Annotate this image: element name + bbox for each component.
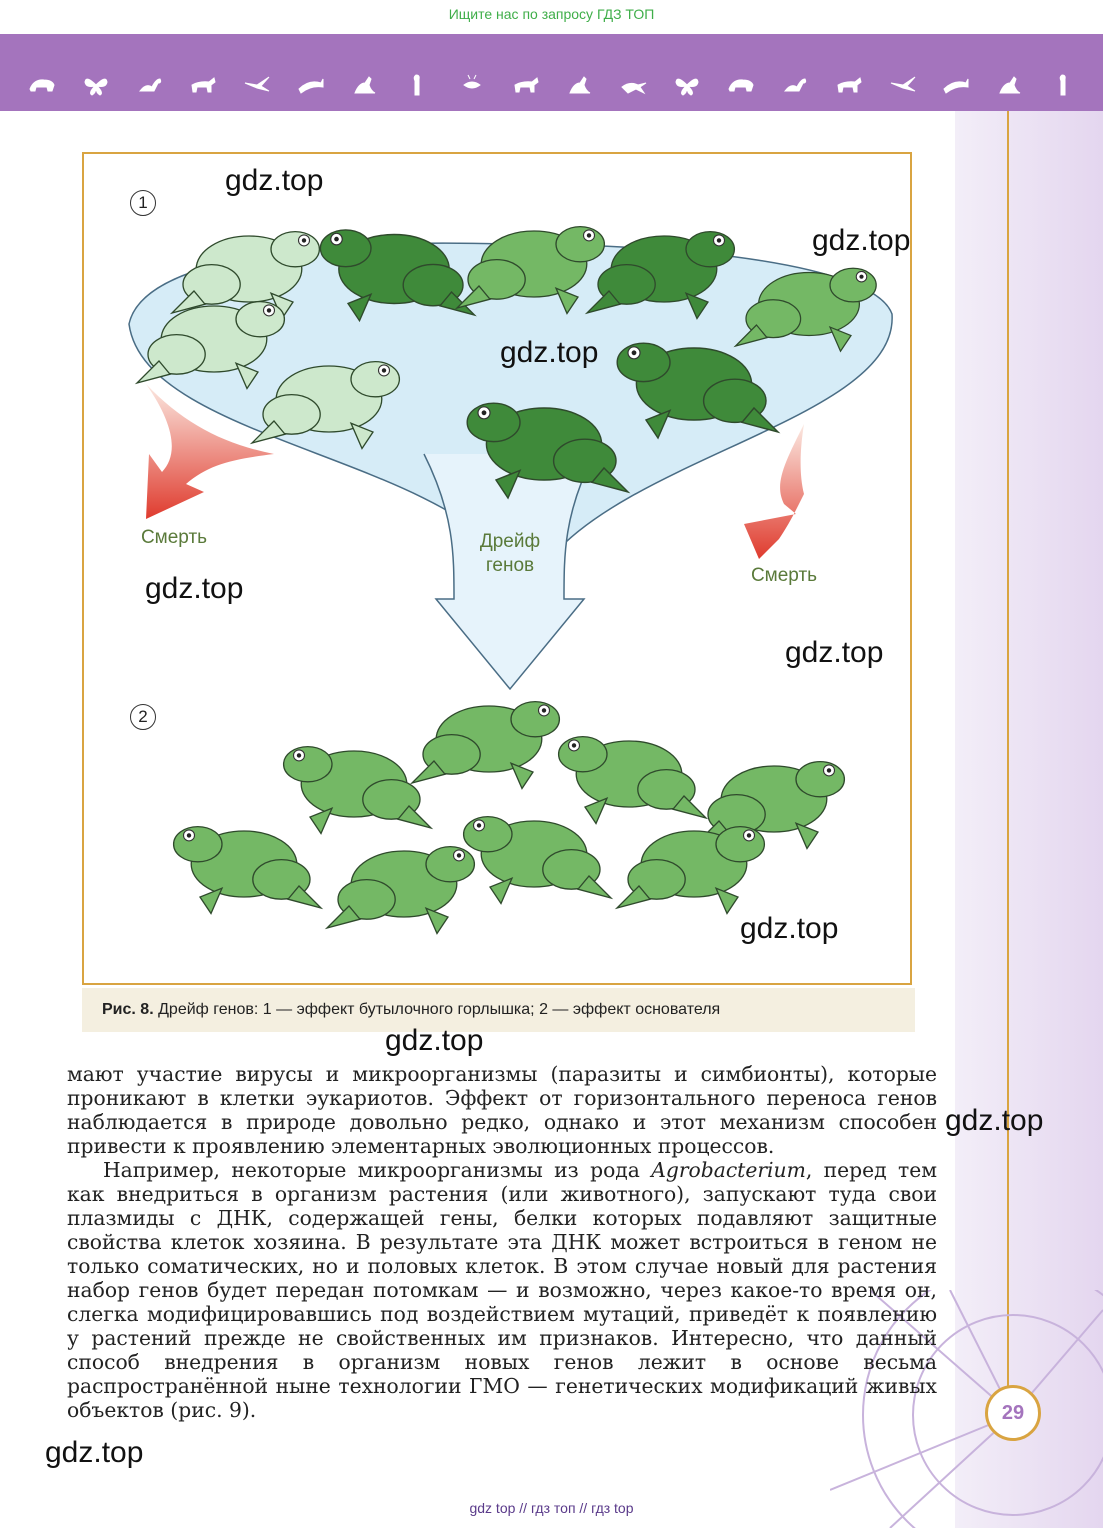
bee-icon: [458, 73, 486, 97]
rhino-icon: [727, 73, 755, 97]
watermark: gdz.top: [785, 636, 884, 669]
body-text: [67, 1062, 937, 1422]
scorpion-icon: [781, 73, 809, 97]
footer-links: gdz top // гдз топ // гдз top: [469, 1500, 634, 1516]
bird-icon: [243, 73, 271, 97]
kangaroo-icon: [566, 73, 594, 97]
horse-icon: [189, 73, 217, 97]
watermark: gdz.top: [145, 572, 244, 605]
drift-label: [454, 530, 566, 578]
butterfly-icon: [673, 73, 701, 97]
rhino-icon: [28, 73, 56, 97]
search-hint: Ищите нас по запросу ГДЗ ТОП: [448, 6, 655, 22]
paragraph-2-start: Например, некоторые микроорганизмы из рода: [103, 1158, 652, 1182]
bird-icon: [889, 73, 917, 97]
frog-mid: [617, 827, 764, 914]
death-label-right: Смерть: [750, 565, 818, 586]
population-1-marker: 1: [130, 190, 156, 216]
watermark: gdz.top: [385, 1024, 484, 1057]
watermark: gdz.top: [740, 912, 839, 945]
watermark: gdz.top: [945, 1104, 1044, 1137]
frog-mid: [327, 847, 474, 934]
kangaroo-icon: [351, 73, 379, 97]
figure-caption: [82, 988, 915, 1032]
animal-icon-strip: [28, 72, 1078, 98]
meerkat-icon: [404, 73, 432, 97]
meerkat-icon: [1050, 73, 1078, 97]
genus-name: Agrobacterium: [651, 1158, 806, 1182]
watermark: gdz.top: [500, 336, 599, 369]
watermark: gdz.top: [812, 224, 911, 257]
caption-label: Рис. 8.: [102, 1001, 154, 1018]
frog-mid: [412, 702, 559, 789]
watermark: gdz.top: [225, 164, 324, 197]
frog-mid: [559, 737, 706, 824]
horse-icon: [512, 73, 540, 97]
frog-mid: [174, 827, 321, 914]
kangaroo-icon: [996, 73, 1024, 97]
margin-line: [1007, 111, 1009, 1391]
population-2-marker: 2: [130, 704, 156, 730]
lizard-icon: [620, 73, 648, 97]
watermark: gdz.top: [45, 1436, 144, 1469]
paragraph-2: [67, 1158, 937, 1422]
butterfly-icon: [82, 73, 110, 97]
frog-mid: [284, 747, 431, 834]
drift-label-line2: генов: [485, 555, 535, 576]
horse-icon: [835, 73, 863, 97]
dolphin-icon: [942, 73, 970, 97]
paragraph-1: мают участие вирусы и микроорганизмы (паразиты и симбионты), которые проникают в клетки эукариотов. Эффект от горизонтального переноса генов наблюдается в природе довольно редко, однако и этот механизм способен привести к проявлению элементарных эволюционных процессов.: [67, 1062, 937, 1158]
paragraph-2-rest: , перед тем как внедриться в организм растения (или животного), запускают туда свои плазмиды с ДНК, содержащей гены, белки которых подавляют защитные свойства клеток хозяина. В результате эта ДНК может встроиться в геном не только соматических, но и половых клеток. В этом случае новый для растения набор генов будет передан потомкам — и возможно, через какое-то время он, слегка модифицировавшись под воздействием мутаций, приведёт к появлению у растений прежде не свойственных им признаков. Интересно, что данный способ внедрения в организм новых генов лежит в основе весьма распространённой ныне технологии ГМО — генетических модификаций живых объектов (рис. 9).: [67, 1158, 937, 1422]
drift-label-line1: Дрейф: [479, 531, 541, 552]
frog-mid: [464, 817, 611, 904]
figure-gene-drift: [82, 152, 912, 985]
death-label-left: Смерть: [140, 527, 208, 548]
caption-text: Дрейф генов: 1 — эффект бутылочного горлышка; 2 — эффект основателя: [158, 1001, 721, 1018]
death-arrow-right: [744, 424, 804, 559]
dolphin-icon: [297, 73, 325, 97]
page-number: 29: [985, 1385, 1041, 1441]
scorpion-icon: [136, 73, 164, 97]
